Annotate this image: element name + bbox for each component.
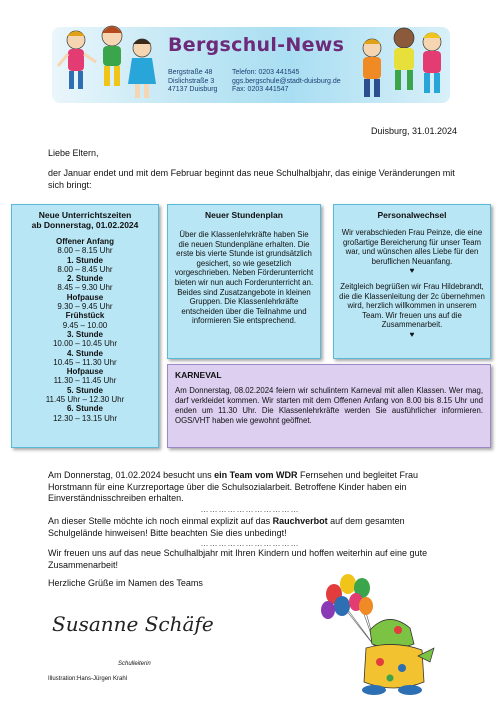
schedule-time: 11.30 – 11.45 Uhr	[53, 376, 117, 386]
karneval-title: KARNEVAL	[175, 370, 222, 380]
illustration-credit: Illustration:Hans-Jürgen Krahl	[48, 676, 128, 682]
schedule-label: 6. Stunde	[66, 404, 103, 414]
heart-icon: ♥	[409, 266, 415, 276]
schedule-time: 9.30 – 9.45 Uhr	[57, 302, 113, 312]
address-line: 47137 Duisburg	[168, 86, 218, 93]
schedule-label: Frühstück	[65, 311, 105, 321]
separator: ……………………………	[200, 505, 300, 514]
kids-illustration-right	[352, 20, 452, 110]
schedule-label: 3. Stunde	[66, 329, 103, 339]
schedule-time: 8.45 – 9.30 Uhr	[57, 283, 113, 293]
clown-with-balloons-illustration	[318, 570, 438, 698]
schedule-time: 10.00 – 10.45 Uhr	[52, 339, 118, 349]
personal-title: Personalwechsel	[377, 210, 447, 220]
personal-text-1: Wir verabschieden Frau Peinze, die eine großartige Bereicherung für unser Team war, und wünschen alles Liebe für den beruflichen Neuanfang.	[341, 228, 483, 266]
school-address	[168, 69, 217, 95]
personal-box	[333, 204, 491, 359]
wdr-paragraph	[48, 470, 460, 505]
karneval-text: Am Donnerstag, 08.02.2024 feiern wir schulintern Karneval mit allen Klassen. Wer mag, darf verkleidet kommen. Wir starten mit dem Offenen Anfang von 8.00 bis 8.15 Uhr und enden um 11.30 Uhr. Die Klassenlehrkräfte werden Sie ausführlicher informieren. OGS/VHT haben wie gewohnt geöffnet.	[175, 386, 483, 425]
schedule-time: 12.30 – 13.15 Uhr	[52, 413, 118, 423]
schedule-time: 8.00 – 8.15 Uhr	[57, 246, 113, 256]
kids-illustration-left	[52, 20, 164, 110]
stundenplan-text: Über die Klassenlehrkräfte haben Sie die neuen Stundenpläne erhalten. Die erste bis vierte Stunde ist grundsätzlich gesichert, so wie gesetzlich vorgeschrieben. Neben Förderunterricht bieten wir nun auch Forderunterricht an. Beides sind Zusatzangebote in kleinen Gruppen. Die Klassenlehrkräfte entscheiden über die Teilnahme und informieren Sie entsprechend.	[174, 230, 314, 326]
signatory-role: Schulleiterin	[118, 661, 151, 667]
rauch-text: auf dem gesamten Schulgelände hinweisen! Bitte beachten Sie dies unbedingt!	[48, 516, 405, 538]
karneval-box	[167, 364, 491, 448]
email-line[interactable]: ggs.bergschule@stadt-duisburg.de	[232, 77, 341, 85]
address-line: Bergstraße 48	[168, 69, 213, 76]
schedule-label: Offener Anfang	[56, 237, 114, 246]
wdr-text: Fernsehen und begleitet Frau Horstmann für eine Kurzreportage über die Schulsozialarbeit. Betroffene Kinder haben ein Einverständnisschreiben erhalten.	[48, 470, 419, 503]
fax-line: Fax: 0203 441547	[232, 86, 289, 93]
schedule-label: 2. Stunde	[66, 274, 103, 284]
newsletter-title: Bergschul-News	[168, 34, 345, 56]
rauch-highlight: Rauchverbot	[272, 516, 328, 526]
schedule-label: 1. Stunde	[66, 255, 103, 265]
personal-text-2: Zeitgleich begrüßen wir Frau Hildebrandt, die die Klassenleitung der 2c übernehmen wird, herzlich willkommen in unserem Team. Wir freuen uns auf die Zusammenarbeit.	[339, 281, 485, 330]
separator: ……………………………	[200, 539, 300, 548]
schedule-label: Hofpause	[66, 367, 104, 377]
rauch-text: An dieser Stelle möchte ich noch einmal explizit auf das	[48, 516, 273, 526]
schedule-time: 9.45 – 10.00	[62, 320, 108, 330]
schedule-box	[11, 204, 159, 448]
wdr-highlight: ein Team vom WDR	[214, 470, 298, 480]
schedule-label: Hofpause	[66, 292, 104, 302]
rauchverbot-paragraph	[48, 516, 460, 539]
schedule-title-2: ab Donnerstag, 01.02.2024	[31, 220, 139, 230]
letter-date: Duisburg, 31.01.2024	[370, 126, 457, 136]
wdr-text: Am Donnerstag, 01.02.2024 besucht uns	[48, 470, 215, 480]
schedule-label: 4. Stunde	[66, 348, 103, 358]
school-contact	[232, 69, 341, 95]
greeting: Herzliche Grüße im Namen des Teams	[48, 578, 203, 588]
schedule-list	[12, 237, 158, 423]
phone-line: Telefon: 0203 441545	[232, 69, 300, 76]
schedule-label: 5. Stunde	[66, 385, 103, 395]
stundenplan-title: Neuer Stundenplan	[205, 210, 283, 220]
signature: Susanne Schäfe	[52, 612, 214, 636]
heart-icon: ♥	[409, 329, 415, 339]
closing-paragraph: Wir freuen uns auf das neue Schulhalbjahr mit Ihren Kindern und hoffen weiterhin auf eine gute Zusammenarbeit!	[48, 548, 428, 570]
address-line: Dislichstraße 3	[168, 77, 215, 85]
schedule-title-1: Neue Unterrichtszeiten	[38, 210, 132, 220]
salutation: Liebe Eltern,	[48, 148, 99, 158]
schedule-time: 10.45 – 11.30 Uhr	[53, 357, 117, 367]
intro-paragraph: der Januar endet und mit dem Februar beginnt das neue Schulhalbjahr, das einige Veränderungen mit sich bringt:	[48, 168, 455, 190]
schedule-time: 11.45 Uhr – 12.30 Uhr	[45, 395, 125, 405]
stundenplan-box	[167, 204, 321, 359]
schedule-time: 8.00 – 8.45 Uhr	[57, 264, 113, 274]
